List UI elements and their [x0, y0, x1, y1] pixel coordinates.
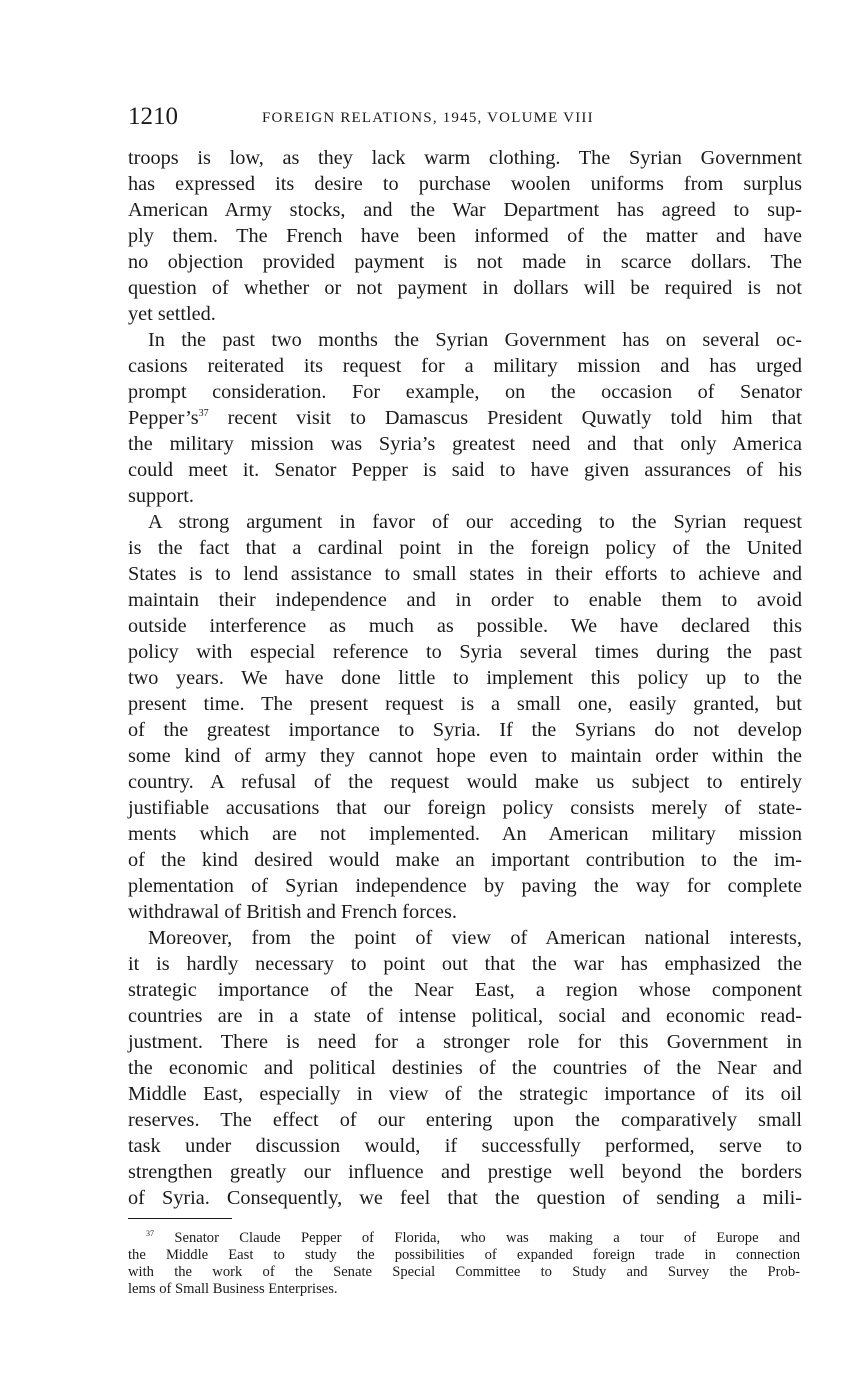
text-line: the military mission was Syria’s greatest need and that only America — [128, 433, 802, 455]
text-line: Moreover, from the point of view of American national interests, — [148, 927, 802, 949]
text-line: question of whether or not payment in dollars will be required is not — [128, 277, 802, 299]
text-line: outside interference as much as possible. We have declared this — [128, 615, 802, 637]
text-run: Pepper’s — [128, 407, 199, 429]
text-line: two years. We have done little to implement this policy up to the — [128, 667, 802, 689]
text-line: reserves. The effect of our entering upon the comparatively small — [128, 1109, 802, 1131]
text-line: A strong argument in favor of our acceding to the Syrian request — [148, 511, 802, 533]
page-number: 1210 — [128, 103, 178, 130]
text-line: Middle East, especially in view of the strategic importance of its oil — [128, 1083, 802, 1105]
text-line: support. — [128, 485, 194, 507]
text-line: In the past two months the Syrian Government has on several oc- — [148, 329, 802, 351]
text-line: has expressed its desire to purchase woolen uniforms from surplus — [128, 173, 802, 195]
text-line: of Syria. Consequently, we feel that the question of sending a mili- — [128, 1187, 802, 1209]
text-run: Senator Claude Pepper of Florida, who was making a tour of Europe and — [154, 1230, 800, 1246]
text-run: recent visit to Damascus President Quwatly told him that — [208, 407, 802, 429]
footnote-37 — [128, 1230, 800, 1298]
text-line: country. A refusal of the request would make us subject to entirely — [128, 771, 802, 793]
text-line: no objection provided payment is not made in scarce dollars. The — [128, 251, 802, 273]
footnote-line: lems of Small Business Enterprises. — [128, 1281, 338, 1297]
text-line: some kind of army they cannot hope even to maintain order within the — [128, 745, 802, 767]
text-line: maintain their independence and in order to enable them to avoid — [128, 589, 802, 611]
text-line: troops is low, as they lack warm clothing. The Syrian Government — [128, 147, 802, 169]
paragraph-1 — [128, 145, 802, 327]
text-line: ply them. The French have been informed of the matter and have — [128, 225, 802, 247]
text-line: it is hardly necessary to point out that the war has emphasized the — [128, 953, 802, 975]
running-head: FOREIGN RELATIONS, 1945, VOLUME VIII — [262, 110, 594, 126]
text-line: of the greatest importance to Syria. If the Syrians do not develop — [128, 719, 802, 741]
text-line: yet settled. — [128, 303, 216, 325]
text-line: justment. There is need for a stronger role for this Government in — [128, 1031, 802, 1053]
text-line: countries are in a state of intense political, social and economic read- — [128, 1005, 802, 1027]
footnote-divider — [128, 1218, 232, 1219]
text-line: plementation of Syrian independence by paving the way for complete — [128, 875, 802, 897]
text-line: policy with especial reference to Syria several times during the past — [128, 641, 802, 663]
text-line: strategic importance of the Near East, a region whose component — [128, 979, 802, 1001]
footnote-number: 37 — [146, 1229, 154, 1238]
text-line: withdrawal of British and French forces. — [128, 901, 457, 923]
text-line: task under discussion would, if successfully performed, serve to — [128, 1135, 802, 1157]
text-line: prompt consideration. For example, on the occasion of Senator — [128, 381, 802, 403]
text-line-with-footnote-ref — [128, 405, 802, 431]
text-line: present time. The present request is a small one, easily granted, but — [128, 693, 802, 715]
footnote-line: with the work of the Senate Special Committee to Study and Survey the Prob- — [128, 1264, 800, 1280]
text-line: justifiable accusations that our foreign policy consists merely of state- — [128, 797, 802, 819]
text-line: American Army stocks, and the War Department has agreed to sup- — [128, 199, 802, 221]
text-line: strengthen greatly our influence and prestige well beyond the borders — [128, 1161, 802, 1183]
text-line: the economic and political destinies of the countries of the Near and — [128, 1057, 802, 1079]
text-line: of the kind desired would make an important contribution to the im- — [128, 849, 802, 871]
text-line: casions reiterated its request for a military mission and has urged — [128, 355, 802, 377]
page-header — [128, 100, 802, 134]
footnote-line — [128, 1230, 800, 1247]
body-text — [128, 145, 802, 1211]
text-line: could meet it. Senator Pepper is said to have given assurances of his — [128, 459, 802, 481]
footnote-line: the Middle East to study the possibilities of expanded foreign trade in connection — [128, 1247, 800, 1263]
text-line: States is to lend assistance to small states in their efforts to achieve and — [128, 563, 802, 585]
paragraph-2 — [128, 327, 802, 509]
text-line: is the fact that a cardinal point in the foreign policy of the United — [128, 537, 802, 559]
paragraph-4 — [128, 925, 802, 1211]
text-line: ments which are not implemented. An American military mission — [128, 823, 802, 845]
paragraph-3 — [128, 509, 802, 925]
footnote-ref-37[interactable]: 37 — [198, 408, 209, 419]
